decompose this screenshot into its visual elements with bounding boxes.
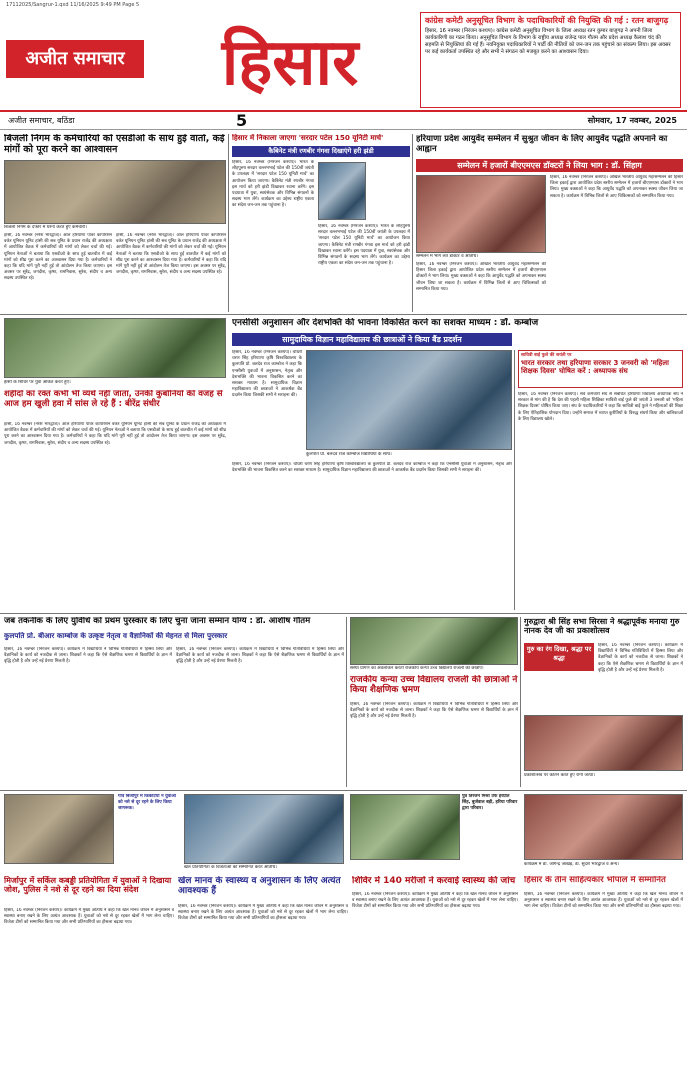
lower-right-caption: प्रकाशोत्सव पर कीर्तन करते हुए रागी जत्था। <box>524 773 595 778</box>
lower-center-headline: राजकीय कन्या उच्च विद्यालय राजली की छात्राओं ने किया शैक्षणिक भ्रमण <box>350 675 518 696</box>
bottom-center-caption: खेल प्रतियोगिता के विजेताओं को सम्मानित करते अतिथि। <box>184 865 277 870</box>
divider <box>520 617 521 787</box>
lower-left-body-b: हिसार, 16 नवम्बर (निरंजन कश्यप)। कार्यक्रम में विद्यार्थियों ने विभिन्न गतिविधियों में हिस्सा लिया और वैज्ञानिकों के कार्य को नजदीक से जाना। शिक्षकों ने कहा कि ऐसे शैक्षणिक भ्रमण से विद्यार्थियों के ज्ञान में वृद्धि होती है और उन्हें नई प्रेरणा मिलती है। <box>176 647 344 665</box>
lower-center-caption: संस्था प्रांगण का अवलोकन करती राजकीय कन्या उच्च विद्यालय राजली की छात्राएं। <box>350 666 484 671</box>
bottom-right-body: हिसार, 16 नवम्बर (निरंजन कश्यप)। कार्यक्रम में मुख्य अतिथि ने कहा कि खेल मानव जीवन में अनुशासन व स्वास्थ्य बनाए रखने के लिए अत्यंत आवश्यक हैं। युवाओं को नशे से दूर रहकर खेलों में भाग लेना चाहिए। विजेता टीमों को सम्मानित किया गया और सभी प्रतिभागियों का हौसला बढ़ाया गया। <box>524 892 683 910</box>
bottom-center-body: हिसार, 16 नवम्बर (निरंजन कश्यप)। कार्यक्रम में मुख्य अतिथि ने कहा कि खेल मानव जीवन में अनुशासन व स्वास्थ्य बनाए रखने के लिए अत्यंत आवश्यक हैं। युवाओं को नशे से दूर रहकर खेलों में भाग लेना चाहिए। विजेता टीमों को सम्मानित किया गया और सभी प्रतिभागियों का हौसला बढ़ाया गया। <box>178 904 348 922</box>
publication-name: अजीत समाचार, बठिंडा <box>8 116 75 125</box>
masthead-bar <box>0 110 687 130</box>
bottom-center-headline: खेल मानव के स्वास्थ्य व अनुशासन के लिए अत्यंत आवश्यक हैं <box>178 876 341 897</box>
col3-caption: सम्मेलन में भाग लेते डॉक्टर व अतिथि। <box>416 254 478 259</box>
col1-caption: बिजली निगम के दफ्तर में धरना करते हुए कर्मचारी। <box>4 225 87 230</box>
col1-headline: बिजली निगम के कर्मचारियों को एसडीओ के साथ हुई वार्ता, कई मांगों को पूरा करने का आश्वासन <box>4 134 225 155</box>
mid-banner: सामुदायिक विज्ञान महाविद्यालय की छात्राओं ने किया बैंड प्रदर्शन <box>232 333 512 346</box>
top-right-body: हिसार, 16 नवम्बर (निरंजन कश्यप)। कांग्रेस कमेटी अनुसूचित विभाग के जिला अध्यक्ष रतन कुमार बाजुगढ़ ने अपनी जिला कार्यकारिणी का गठन किया। अनुसूचित विभाग के विभाग के राष्ट्रीय अध्यक्ष राजेन्द्र पाल गौतम और प्रदेश अध्यक्ष कैलाश चंद की सहमति से नियुक्तियां की गई हैं। नवनियुक्त पदाधिकारियों ने पार्टी की नीतियों को जन-जन तक पहुंचाने का संकल्प लिया। इस अवसर पर कई कार्यकर्ता उपस्थित रहे और सभी ने संगठन को मजबूत करने का आश्वासन दिया। <box>425 28 671 55</box>
col1-photo-2 <box>4 318 226 378</box>
bottom-center-right-body: हिसार, 16 नवम्बर (निरंजन कश्यप)। कार्यक्रम में मुख्य अतिथि ने कहा कि खेल मानव जीवन में अनुशासन व स्वास्थ्य बनाए रखने के लिए अत्यंत आवश्यक हैं। युवाओं को नशे से दूर रहकर खेलों में भाग लेना चाहिए। विजेता टीमों को सम्मानित किया गया और सभी प्रतिभागियों का हौसला बढ़ाया गया। <box>352 892 518 910</box>
page-number: 5 <box>236 111 248 130</box>
col3-photo <box>416 175 546 253</box>
col3-headline: हरियाणा प्रदेश आयुर्वेद सम्मेलन में सुश्रुत जीवन के लिए आयुर्वेद पद्धति अपनाने का आह्वान <box>416 134 668 153</box>
mid-photo <box>306 350 512 450</box>
divider <box>412 134 413 312</box>
lower-right-body: हिसार, 16 नवम्बर (निरंजन कश्यप)। कार्यक्रम में विद्यार्थियों ने विभिन्न गतिविधियों में हिस्सा लिया और वैज्ञानिकों के कार्य को नजदीक से जाना। शिक्षकों ने कहा कि ऐसे शैक्षणिक भ्रमण से विद्यार्थियों के ज्ञान में वृद्धि होती है और उन्हें नई प्रेरणा मिलती है। <box>598 643 683 673</box>
lower-right-box: गुरु का रंग दिखा, श्रद्धा पर श्रद्धा <box>524 643 594 671</box>
bottom-center-photo <box>184 794 344 864</box>
col3-body-b: हिसार, 16 नवम्बर (निरंजन कश्यप)। अखिल भारतीय आयुर्वेद महासम्मेलन की हिसार जिला इकाई द्वारा आयोजित प्रदेश स्तरीय सम्मेलन में हजारों बीएएमएस डॉक्टरों ने भाग लिया। मुख्य वक्ताओं ने कहा कि आयुर्वेद पद्धति को अपनाकर स्वस्थ जीवन जिया जा सकता है। कार्यक्रम में विभिन्न जिलों से आए चिकित्सकों को सम्मानित किया गया। <box>550 175 683 199</box>
mid-left-headline: शहीदों का रक्त कभी भी व्यर्थ नहीं जाता, उनकी कुर्बानियों की वजह से आज हम खुली हवा में सांस ले रहे हैं : बीरेंद्र संधीर <box>4 390 223 409</box>
lower-center-photo <box>350 617 518 665</box>
lower-right-photo <box>524 715 683 771</box>
col1-body-a: हांसी, 16 नवम्बर (नरेश भारद्वाज)। ऑल हरियाणा पॉवर कार्पोरेशन वर्कर यूनियन यूनिट हांसी की सब यूनिट के प्रधान राजेंद्र की अध्यक्षता में आयोजित बैठक में कर्मचारियों की मांगों को लेकर चर्चा की गई। यूनियन नेताओं ने बताया कि एसडीओ के साथ हुई बातचीत में कई मांगों को शीघ्र पूरा करने का आश्वासन दिया गया है। कर्मचारियों ने कहा कि यदि मांगें पूरी नहीं हुई तो आंदोलन तेज किया जाएगा। इस अवसर पर सुरेंद्र, जगदीश, कृष्ण, रामनिवास, सुरेश, संदीप व अन्य सदस्य उपस्थित रहे। <box>4 233 112 282</box>
print-line: 17112025/Sangrur-1.qxd 11/16/2025 9:49 PM Page 5 <box>6 2 140 8</box>
col2-headline: हिसार में निकाला जाएगा 'सरदार पटेल 150 यूनिटी मार्च' <box>232 134 384 142</box>
lower-left-headline: जब तकनीक के लिए युविधि को प्रथम पुरस्कार के लिए चुना जाना सम्मान योग्य : डॉ. आशीष गौतम <box>4 617 311 626</box>
bottom-right-caption: कार्यक्रम में डॉ. जोगेन्द्र जाखड़, डॉ. सुदेश भारद्वाज व अन्य। <box>524 862 620 867</box>
bottom-left-inset: गांव बिर्जापुर में किर्केटियों ने युवाओं को नशे से दूर रहने के लिए किया जागरूक। <box>118 794 177 811</box>
bottom-right-headline: हिसार के तीन साहित्यकार भोपाल में सम्मानित <box>524 876 666 885</box>
bottom-left-photo <box>4 794 114 864</box>
divider <box>346 617 347 787</box>
col2-body-a: हिसार, 16 नवम्बर (निरंजन कश्यप)। भारत के लौहपुरुष सरदार वल्लभभाई पटेल की 150वीं जयंती के उपलक्ष्य में 'सरदार पटेल 150 यूनिटी मार्च' का आयोजन किया जाएगा। कैबिनेट मंत्री रणबीर गंगवा इस मार्च को हरी झंडी दिखाकर रवाना करेंगे। इस पदयात्रा में युवा, स्वयंसेवक और विभिन्न संगठनों के सदस्य भाग लेंगे। कार्यक्रम का उद्देश्य राष्ट्रीय एकता का संदेश जन-जन तक पहुंचाना है। <box>232 160 314 209</box>
divider <box>514 350 515 610</box>
mid-caption-left: हांसी के शिविर पर युवा अंकित करते हुए। <box>4 380 71 385</box>
bottom-center-right-headline: शिविर में 140 मरीजों ने करवाई स्वास्थ्य की जांच <box>352 876 516 886</box>
bottom-left-headline: मिर्जापुर में सर्किल कबड्डी प्रतियोगिता में युवाओं ने दिखाया जोश, पुलिस ने नशे से दूर रहने का दिया संदेश <box>4 876 172 895</box>
lower-center-body: हिसार, 16 नवम्बर (निरंजन कश्यप)। कार्यक्रम में विद्यार्थियों ने विभिन्न गतिविधियों में हिस्सा लिया और वैज्ञानिकों के कार्य को नजदीक से जाना। शिक्षकों ने कहा कि ऐसे शैक्षणिक भ्रमण से विद्यार्थियों के ज्ञान में वृद्धि होती है और उन्हें नई प्रेरणा मिलती है। <box>350 702 518 720</box>
divider <box>0 613 687 614</box>
lower-left-sub: कुलपति प्रो. बीआर काम्बोज के उत्कृष्ट नेतृत्व व वैज्ञानिकों की मेहनत से मिला पुरस्कार <box>4 632 228 640</box>
col3b-headline: भारत सरकार तथा हरियाणा सरकार 3 जनवरी को 'महिला शिक्षक दिवस' घोषित करें : अध्यापक संघ <box>521 359 669 376</box>
col3b-kicker: सावित्री बाई फुले की जयंती पर <box>521 353 572 358</box>
lower-left-body-a: हिसार, 16 नवम्बर (निरंजन कश्यप)। कार्यक्रम में विद्यार्थियों ने विभिन्न गतिविधियों में हिस्सा लिया और वैज्ञानिकों के कार्य को नजदीक से जाना। शिक्षकों ने कहा कि ऐसे शैक्षणिक भ्रमण से विद्यार्थियों के ज्ञान में वृद्धि होती है और उन्हें नई प्रेरणा मिलती है। <box>4 647 172 665</box>
col1-photo <box>4 160 226 224</box>
mid-left-body: हांसी, 16 नवम्बर (नरेश भारद्वाज)। ऑल हरियाणा पॉवर कार्पोरेशन वर्कर यूनियन यूनिट हांसी की सब यूनिट के प्रधान राजेंद्र की अध्यक्षता में आयोजित बैठक में कर्मचारियों की मांगों को लेकर चर्चा की गई। यूनियन नेताओं ने बताया कि एसडीओ के साथ हुई बातचीत में कई मांगों को शीघ्र पूरा करने का आश्वासन दिया गया है। कर्मचारियों ने कहा कि यदि मांगें पूरी नहीं हुई तो आंदोलन तेज किया जाएगा। इस अवसर पर सुरेंद्र, जगदीश, कृष्ण, रामनिवास, सुरेश, संदीप व अन्य सदस्य उपस्थित रहे। <box>4 422 226 446</box>
masthead-left <box>6 12 144 108</box>
lower-right-headline: गुरुद्वारा श्री सिंह सभा सिरसा ने श्रद्धापूर्वक मनाया गुरु नानक देव जी का प्रकाशोत्सव <box>524 617 680 636</box>
mid-body-a: हिसार, 16 नवम्बर (निरंजन कश्यप)। चौधरी चरण सिंह हरियाणा कृषि विश्वविद्यालय के कुलपति प्रो. बलदेव राज काम्बोज ने कहा कि एनसीसी युवाओं में अनुशासन, नेतृत्व और देशभक्ति की भावना विकसित करने का सशक्त माध्यम है। सामुदायिक विज्ञान महाविद्यालय की छात्राओं ने आकर्षक बैंड प्रदर्शन किया जिसकी सभी ने सराहना की। <box>232 350 302 399</box>
bottom-left-body: हिसार, 16 नवम्बर (निरंजन कश्यप)। कार्यक्रम में मुख्य अतिथि ने कहा कि खेल मानव जीवन में अनुशासन व स्वास्थ्य बनाए रखने के लिए अत्यंत आवश्यक हैं। युवाओं को नशे से दूर रहकर खेलों में भाग लेना चाहिए। विजेता टीमों को सम्मानित किया गया और सभी प्रतिभागियों का हौसला बढ़ाया गया। <box>4 908 174 926</box>
divider <box>228 134 229 312</box>
divider <box>0 314 687 315</box>
mid-headline: एनसीसी अनुशासन और देशभक्ति की भावना विकसित करने का सशक्त माध्यम : डॉ. कम्बोज <box>232 318 539 328</box>
divider <box>0 790 687 791</box>
col3b-body: हिसार, 16 नवम्बर (निरंजन कश्यप)। सर्व कर्मचारी संघ से संबंधित हरियाणा विद्यालय अध्यापक संघ ने सरकार से मांग की है कि देश की पहली महिला शिक्षिका सावित्री बाई फुले की जयंती 3 जनवरी को 'महिला शिक्षक दिवस' घोषित किया जाए। संघ के पदाधिकारियों ने कहा कि सावित्री बाई फुले ने महिलाओं की शिक्षा के लिए ऐतिहासिक योगदान दिया। उन्होंने समाज में व्याप्त कुरीतियों के विरुद्ध संघर्ष किया और बालिकाओं के लिए विद्यालय खोले। <box>518 392 683 422</box>
col3b-box <box>518 350 683 388</box>
col3-banner: सम्मेलन में हजारों बीएएमएस डॉक्टरों ने लिया भाग : डॉ. सिंहाग <box>416 159 683 172</box>
brand-name: अजीत समाचार <box>6 40 144 78</box>
top-right-headline: कांग्रेस कमेटी अनुसूचित विभाग के पदाधिकारियों की नियुक्ति की गई : रतन बाजुगढ़ <box>425 16 669 25</box>
city-title: हिसार <box>221 25 359 100</box>
bottom-center-right-photo <box>350 794 460 860</box>
bottom-center-right-inset: पुत्र तिरंजन मिश्रा उर्फ हरप्रीत सिंह, बुर्जवाल बड़ी, हरिया परिवार द्वारा परिवार। <box>462 794 518 811</box>
mid-caption-right: कुलपति प्रो. बलदेव राज काम्बोज विद्यार्थियों के साथ। <box>306 452 392 457</box>
col1-body-b: हांसी, 16 नवम्बर (नरेश भारद्वाज)। ऑल हरियाणा पॉवर कार्पोरेशन वर्कर यूनियन यूनिट हांसी की सब यूनिट के प्रधान राजेंद्र की अध्यक्षता में आयोजित बैठक में कर्मचारियों की मांगों को लेकर चर्चा की गई। यूनियन नेताओं ने बताया कि एसडीओ के साथ हुई बातचीत में कई मांगों को शीघ्र पूरा करने का आश्वासन दिया गया है। कर्मचारियों ने कहा कि यदि मांगें पूरी नहीं हुई तो आंदोलन तेज किया जाएगा। इस अवसर पर सुरेंद्र, जगदीश, कृष्ण, रामनिवास, सुरेश, संदीप व अन्य सदस्य उपस्थित रहे। <box>116 233 226 276</box>
col3-body-a: हिसार, 16 नवम्बर (निरंजन कश्यप)। अखिल भारतीय आयुर्वेद महासम्मेलन की हिसार जिला इकाई द्वारा आयोजित प्रदेश स्तरीय सम्मेलन में हजारों बीएएमएस डॉक्टरों ने भाग लिया। मुख्य वक्ताओं ने कहा कि आयुर्वेद पद्धति को अपनाकर स्वस्थ जीवन जिया जा सकता है। कार्यक्रम में विभिन्न जिलों से आए चिकित्सकों को सम्मानित किया गया। <box>416 262 546 292</box>
top-right-news <box>420 12 681 108</box>
issue-date: सोमवार, 17 नवम्बर, 2025 <box>587 116 677 125</box>
mid-body-b: हिसार, 16 नवम्बर (निरंजन कश्यप)। चौधरी चरण सिंह हरियाणा कृषि विश्वविद्यालय के कुलपति प्रो. बलदेव राज काम्बोज ने कहा कि एनसीसी युवाओं में अनुशासन, नेतृत्व और देशभक्ति की भावना विकसित करने का सशक्त माध्यम है। सामुदायिक विज्ञान महाविद्यालय की छात्राओं ने आकर्षक बैंड प्रदर्शन किया जिसकी सभी ने सराहना की। <box>232 462 512 474</box>
bottom-right-photo <box>524 794 683 860</box>
col2-sub: कैबिनेट मंत्री रणबीर गंगवा दिखाएंगे हरी झंडी <box>232 146 410 157</box>
col2-photo <box>318 162 366 220</box>
col2-body-b: हिसार, 16 नवम्बर (निरंजन कश्यप)। भारत के लौहपुरुष सरदार वल्लभभाई पटेल की 150वीं जयंती के उपलक्ष्य में 'सरदार पटेल 150 यूनिटी मार्च' का आयोजन किया जाएगा। कैबिनेट मंत्री रणबीर गंगवा इस मार्च को हरी झंडी दिखाकर रवाना करेंगे। इस पदयात्रा में युवा, स्वयंसेवक और विभिन्न संगठनों के सदस्य भाग लेंगे। कार्यक्रम का उद्देश्य राष्ट्रीय एकता का संदेश जन-जन तक पहुंचाना है। <box>318 224 410 267</box>
